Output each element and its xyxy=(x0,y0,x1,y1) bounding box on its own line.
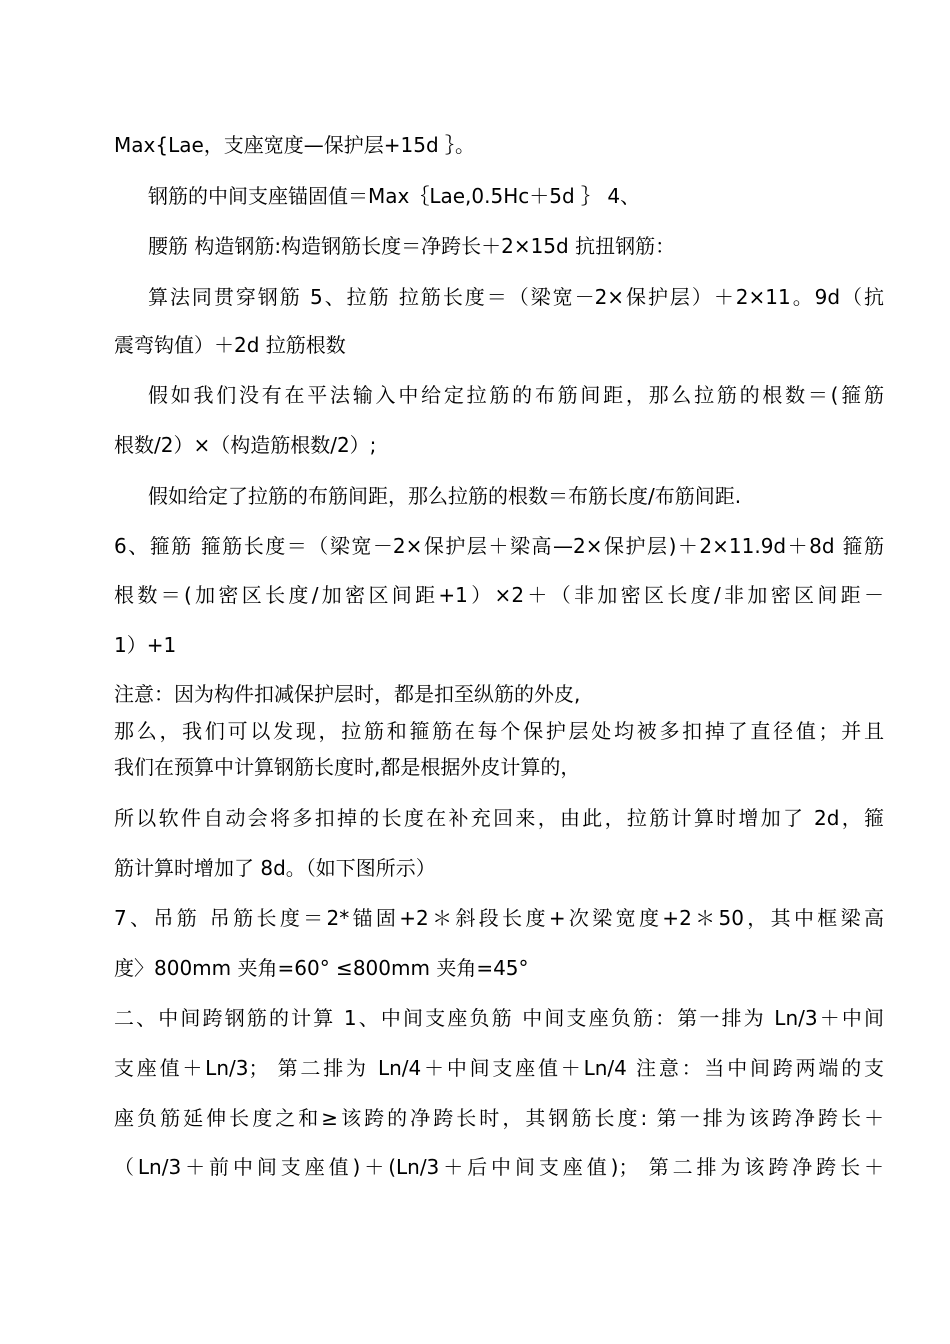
text-line: 6、箍筋 箍筋长度＝（梁宽－2×保护层＋梁高—2×保护层)＋2×11.9d＋8d 箍筋 xyxy=(114,534,884,558)
text-line: 1）+1 xyxy=(114,633,177,657)
text-line: 二、中间跨钢筋的计算 1、中间支座负筋 中间支座负筋：第一排为 Ln/3＋中间 xyxy=(114,1006,884,1030)
text-line: 座负筋延伸长度之和≥该跨的净跨长时，其钢筋长度: 第一排为该跨净跨长＋ xyxy=(114,1106,884,1130)
text-line: 那么，我们可以发现，拉筋和箍筋在每个保护层处均被多扣掉了直径值；并且 xyxy=(114,719,884,743)
text-line: 支座值＋Ln/3； 第二排为 Ln/4＋中间支座值＋Ln/4 注意：当中间跨两端的支 xyxy=(114,1056,884,1080)
text-line: 注意：因为构件扣减保护层时，都是扣至纵筋的外皮, xyxy=(114,682,581,706)
text-line: Max{Lae，支座宽度—保护层+15d ｝。 xyxy=(114,133,476,157)
text-line: （Ln/3＋前中间支座值)＋(Ln/3＋后中间支座值)； 第二排为该跨净跨长＋ xyxy=(114,1155,884,1179)
text-line: 假如我们没有在平法输入中给定拉筋的布筋间距，那么拉筋的根数＝(箍筋 xyxy=(148,383,884,407)
text-line: 震弯钩值）＋2d 拉筋根数 xyxy=(114,333,346,357)
text-line: 筋计算时增加了 8d。（如下图所示） xyxy=(114,856,436,880)
text-line: 算法同贯穿钢筋 5、拉筋 拉筋长度＝（梁宽－2×保护层）＋2×11。9d（抗 xyxy=(148,285,884,309)
text-line: 假如给定了拉筋的布筋间距，那么拉筋的根数＝布筋长度/布筋间距. xyxy=(148,484,742,508)
text-line: 度〉800mm 夹角=60° ≤800mm 夹角=45° xyxy=(114,956,529,980)
text-line: 根数＝(加密区长度/加密区间距+1）×2＋（非加密区长度/非加密区间距－ xyxy=(114,583,884,607)
text-line: 腰筋 构造钢筋:构造钢筋长度＝净跨长＋2×15d 抗扭钢筋： xyxy=(148,234,676,258)
text-line: 我们在预算中计算钢筋长度时,都是根据外皮计算的， xyxy=(114,755,581,779)
text-line: 根数/2）×（构造筋根数/2）; xyxy=(114,433,377,457)
text-line: 7、吊筋 吊筋长度＝2*锚固+2＊斜段长度+次梁宽度+2＊50，其中框梁高 xyxy=(114,906,884,930)
text-line: 所以软件自动会将多扣掉的长度在补充回来，由此，拉筋计算时增加了 2d，箍 xyxy=(114,806,884,830)
text-line: 钢筋的中间支座锚固值＝Max｛Lae,0.5Hc＋5d ｝ 4、 xyxy=(148,184,641,208)
